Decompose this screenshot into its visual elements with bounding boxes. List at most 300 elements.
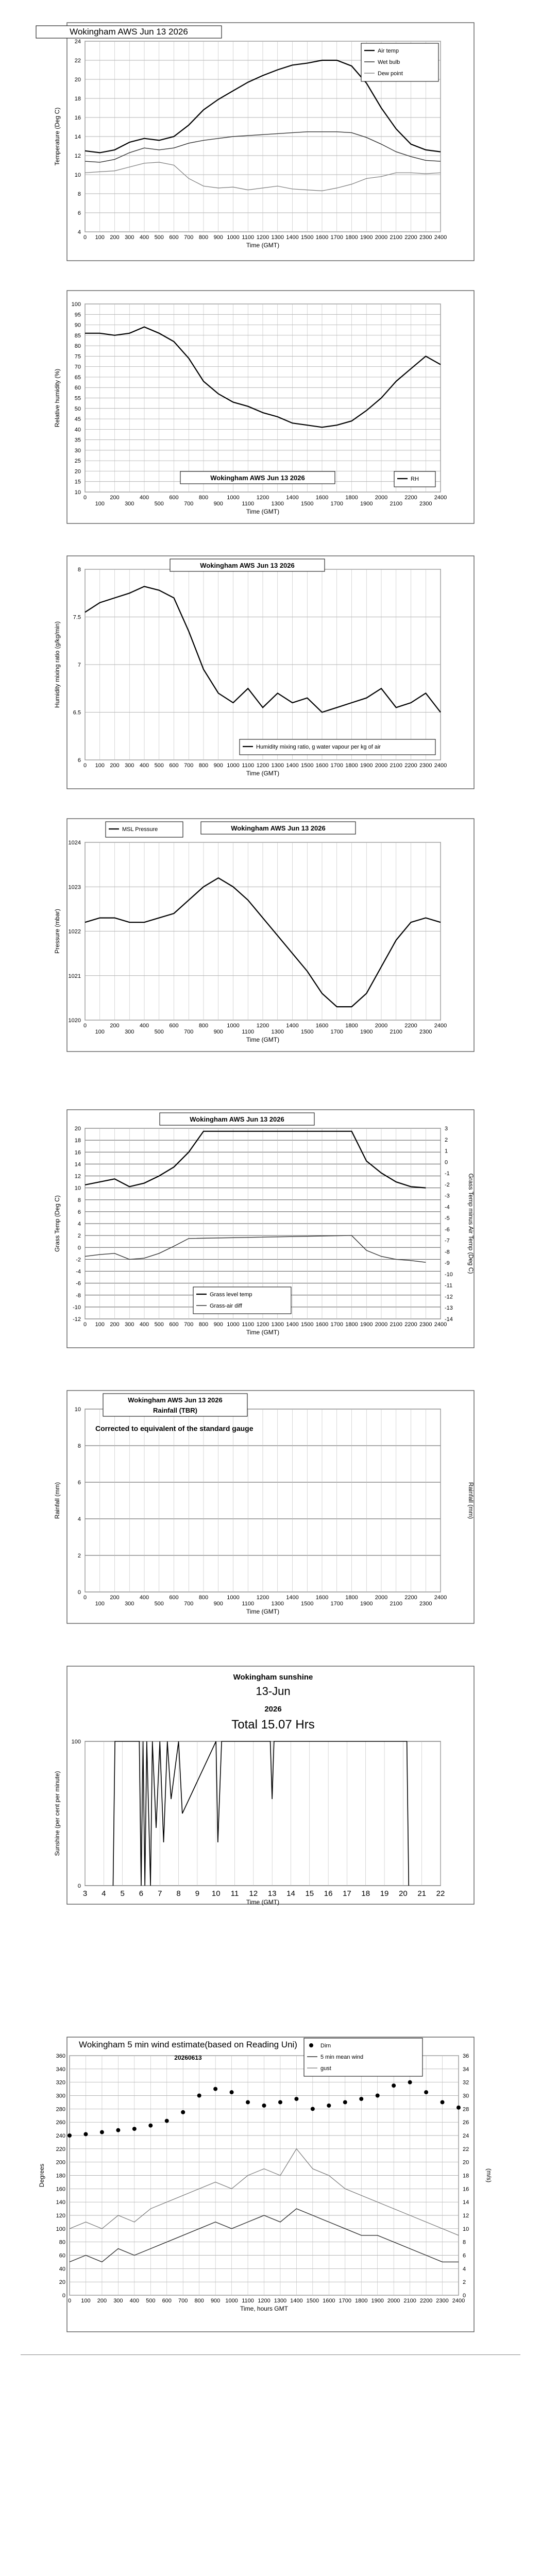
y-tick-label: 180 <box>56 2173 65 2179</box>
x-tick-label: 1900 <box>360 1601 373 1607</box>
dirn-point <box>376 2094 380 2098</box>
y-axis-label: Pressure (mbar) <box>54 909 61 954</box>
chart-subtitle: 20260613 <box>174 2054 202 2061</box>
x-tick-label: 1600 <box>315 762 329 769</box>
y2-tick-label: -5 <box>445 1215 450 1222</box>
legend-label: Grass-air diff <box>210 1303 242 1309</box>
y2-tick-label: 26 <box>463 2120 469 2126</box>
x-tick-label: 600 <box>169 1321 179 1328</box>
chart-panel-4 <box>0 817 541 1054</box>
x-tick-label: 400 <box>139 1595 149 1601</box>
chart-subtitle: Rainfall (TBR) <box>153 1406 197 1414</box>
y-tick-label: 1024 <box>68 840 81 846</box>
y2-tick-label: 3 <box>445 1126 448 1132</box>
x-tick-label: 2200 <box>404 1595 417 1601</box>
y-tick-label: 30 <box>74 447 81 454</box>
page-divider <box>21 2354 520 2355</box>
x-tick-label: 300 <box>125 1029 134 1035</box>
x-tick-label: 11 <box>230 1889 239 1898</box>
x-tick-label: 500 <box>154 762 164 769</box>
x-tick-label: 700 <box>184 501 194 507</box>
x-tick-label: 2000 <box>387 2298 400 2304</box>
x-tick-label: 1100 <box>242 1321 255 1328</box>
plot-area <box>85 1741 441 1886</box>
x-tick-label: 900 <box>210 2298 221 2304</box>
x-tick-label: 600 <box>169 1023 179 1029</box>
x-tick-label: 2300 <box>436 2298 449 2304</box>
x-tick-label: 1800 <box>345 1321 358 1328</box>
y-tick-label: 300 <box>56 2093 65 2099</box>
y-tick-label: -10 <box>73 1304 81 1311</box>
x-tick-label: 2200 <box>404 762 417 769</box>
x-tick-label: 800 <box>198 234 209 241</box>
x-tick-label: 400 <box>139 762 149 769</box>
y2-tick-label: 14 <box>463 2199 469 2206</box>
dirn-point <box>230 2090 234 2094</box>
x-tick-label: 1300 <box>271 234 284 241</box>
x-tick-label: 1900 <box>360 1029 373 1035</box>
x-tick-label: 100 <box>81 2298 91 2304</box>
y-tick-label: -8 <box>76 1292 81 1299</box>
legend-label: Grass level temp <box>210 1292 252 1298</box>
y-axis-label: Rainfall (mm) <box>54 1482 61 1519</box>
x-tick-label: 2300 <box>419 234 432 241</box>
x-tick-label: 400 <box>129 2298 140 2304</box>
x-tick-label: 2100 <box>390 762 402 769</box>
y2-tick-label: 1 <box>445 1148 448 1155</box>
y-tick-label: -2 <box>76 1257 81 1263</box>
y-tick-label: 260 <box>56 2120 65 2126</box>
y2-tick-label: 8 <box>463 2239 466 2246</box>
y-tick-label: 1023 <box>68 884 81 891</box>
y-tick-label: 22 <box>74 58 81 64</box>
x-tick-label: 1300 <box>271 762 284 769</box>
y2-axis-label: (m/s) <box>485 2168 493 2183</box>
y-tick-label: 45 <box>74 416 81 423</box>
x-tick-label: 400 <box>139 495 149 501</box>
x-tick-label: 1000 <box>227 762 240 769</box>
x-tick-label: 200 <box>110 1321 120 1328</box>
y-tick-label: 4 <box>77 1516 81 1522</box>
x-tick-label: 8 <box>176 1889 181 1898</box>
x-tick-label: 900 <box>213 501 223 507</box>
x-tick-label: 7 <box>158 1889 162 1898</box>
x-tick-label: 900 <box>213 234 223 241</box>
x-tick-label: 0 <box>83 1595 87 1601</box>
x-axis-label: Time (GMT) <box>246 1036 280 1043</box>
x-tick-label: 800 <box>198 1023 209 1029</box>
x-tick-label: 1100 <box>242 2298 254 2304</box>
x-axis-label: Time (GMT) <box>246 1608 280 1615</box>
x-tick-label: 1200 <box>256 762 269 769</box>
x-tick-label: 2100 <box>390 1601 402 1607</box>
y-tick-label: 8 <box>77 191 81 197</box>
legend-marker <box>309 2043 313 2047</box>
y-tick-label: 14 <box>74 134 81 140</box>
x-tick-label: 900 <box>213 1601 223 1607</box>
y2-tick-label: 18 <box>463 2173 469 2179</box>
x-tick-label: 1300 <box>271 501 284 507</box>
x-tick-label: 2100 <box>390 234 402 241</box>
x-tick-label: 600 <box>169 495 179 501</box>
y-tick-label: 20 <box>59 2279 65 2286</box>
y-tick-label: 50 <box>74 405 81 412</box>
x-tick-label: 800 <box>198 762 209 769</box>
x-tick-label: 1500 <box>301 1321 314 1328</box>
y-tick-label: 1021 <box>68 973 81 979</box>
x-tick-label: 200 <box>110 762 120 769</box>
y-tick-label: 0 <box>77 1589 81 1596</box>
x-tick-label: 1300 <box>271 1321 284 1328</box>
y-tick-label: 75 <box>74 353 81 360</box>
y2-tick-label: 22 <box>463 2146 469 2153</box>
x-tick-label: 300 <box>125 501 134 507</box>
x-tick-label: 2300 <box>419 1029 432 1035</box>
x-tick-label: 2000 <box>375 1023 388 1029</box>
y2-tick-label: -2 <box>445 1181 450 1188</box>
x-tick-label: 4 <box>102 1889 106 1898</box>
y2-tick-label: -1 <box>445 1171 450 1177</box>
x-tick-label: 1600 <box>315 1023 329 1029</box>
dirn-point <box>327 2104 331 2108</box>
chart-title: Wokingham AWS Jun 13 2026 <box>210 474 305 482</box>
y-tick-label: 140 <box>56 2199 65 2206</box>
chart-panel-6 <box>0 1388 541 1625</box>
y-tick-label: 55 <box>74 395 81 402</box>
x-tick-label: 3 <box>82 1889 88 1898</box>
y-tick-label: 6.5 <box>73 709 81 716</box>
x-tick-label: 1200 <box>258 2298 270 2304</box>
x-tick-label: 0 <box>83 234 87 241</box>
x-tick-label: 100 <box>95 501 105 507</box>
x-tick-label: 2200 <box>404 234 417 241</box>
x-tick-label: 100 <box>95 1601 105 1607</box>
x-tick-label: 400 <box>139 1321 149 1328</box>
x-axis-label: Time (GMT) <box>246 242 280 249</box>
dirn-point <box>165 2119 169 2123</box>
y2-tick-label: 2 <box>445 1137 448 1143</box>
x-tick-label: 1500 <box>301 762 314 769</box>
y-tick-label: 35 <box>74 437 81 444</box>
x-tick-label: 1900 <box>371 2298 384 2304</box>
y-tick-label: 280 <box>56 2106 65 2113</box>
chart-title: Wokingham AWS Jun 13 2026 <box>231 824 326 832</box>
x-tick-label: 500 <box>154 1029 164 1035</box>
x-tick-label: 1200 <box>256 495 269 501</box>
y-tick-label: 320 <box>56 2079 65 2086</box>
x-tick-label: 0 <box>83 1023 87 1029</box>
x-tick-label: 2400 <box>434 234 447 241</box>
x-tick-label: 600 <box>169 762 179 769</box>
x-tick-label: 1900 <box>360 1321 373 1328</box>
x-tick-label: 500 <box>146 2298 156 2304</box>
y-axis-label: Grass Temp (Deg C) <box>54 1195 61 1252</box>
y-tick-label: 16 <box>74 1149 81 1156</box>
legend-label: RH <box>411 476 419 482</box>
legend-label: 5 min mean wind <box>320 2054 364 2060</box>
chart-annotation: Corrected to equivalent of the standard gauge <box>95 1424 253 1433</box>
x-axis-label: Time (GMT) <box>246 770 280 777</box>
legend-label: Air temp <box>378 48 399 54</box>
y-tick-label: 6 <box>77 210 81 216</box>
y2-tick-label: 4 <box>463 2266 466 2273</box>
x-tick-label: 200 <box>110 1023 120 1029</box>
x-tick-label: 400 <box>139 234 149 241</box>
dirn-point <box>392 2083 396 2088</box>
y-tick-label: 220 <box>56 2146 65 2153</box>
dirn-point <box>116 2128 120 2132</box>
legend-box <box>193 1287 291 1314</box>
x-tick-label: 0 <box>83 495 87 501</box>
x-tick-label: 600 <box>169 1595 179 1601</box>
y-tick-label: 0 <box>77 1245 81 1251</box>
x-tick-label: 1700 <box>330 234 343 241</box>
x-tick-label: 1300 <box>271 1029 284 1035</box>
x-tick-label: 1200 <box>256 1321 269 1328</box>
chart-svg-4 <box>0 817 541 1054</box>
dirn-point <box>132 2127 137 2131</box>
x-tick-label: 1700 <box>330 762 343 769</box>
x-tick-label: 2400 <box>434 1595 447 1601</box>
x-tick-label: 600 <box>169 234 179 241</box>
y2-tick-label: 32 <box>463 2079 469 2086</box>
y2-tick-label: 10 <box>463 2226 469 2232</box>
y-tick-label: 85 <box>74 332 81 339</box>
dirn-point <box>67 2133 72 2138</box>
dirn-point <box>457 2106 461 2110</box>
y2-tick-label: -8 <box>445 1249 450 1256</box>
x-axis-label: Time (GMT) <box>246 1899 280 1906</box>
y-tick-label: 18 <box>74 1138 81 1144</box>
y-tick-label: -6 <box>76 1280 81 1287</box>
y2-tick-label: 6 <box>463 2252 466 2259</box>
x-tick-label: 2300 <box>419 501 432 507</box>
chart-title: Wokingham sunshine <box>233 1673 313 1682</box>
x-tick-label: 2300 <box>419 762 432 769</box>
y-tick-label: 1022 <box>68 928 81 935</box>
x-tick-label: 20 <box>399 1889 408 1898</box>
x-tick-label: 1600 <box>315 234 329 241</box>
x-tick-label: 1500 <box>301 1601 314 1607</box>
y-tick-label: 10 <box>74 1406 81 1413</box>
x-tick-label: 2200 <box>419 2298 433 2304</box>
y-tick-label: 4 <box>77 229 81 235</box>
x-tick-label: 1000 <box>227 1595 240 1601</box>
dirn-point <box>278 2100 282 2104</box>
chart-title: Wokingham AWS Jun 13 2026 <box>128 1396 223 1404</box>
x-tick-label: 200 <box>97 2298 107 2304</box>
x-tick-label: 2000 <box>375 495 388 501</box>
y2-tick-label: -13 <box>445 1305 453 1312</box>
x-tick-label: 2000 <box>375 1321 388 1328</box>
y-tick-label: 4 <box>77 1221 81 1227</box>
x-tick-label: 1100 <box>242 501 255 507</box>
x-tick-label: 2100 <box>390 501 402 507</box>
y-tick-label: 40 <box>74 427 81 433</box>
y2-tick-label: 12 <box>463 2213 469 2219</box>
y-axis-label: Temperature (Deg C) <box>54 107 61 166</box>
x-tick-label: 1500 <box>306 2298 319 2304</box>
x-tick-label: 1400 <box>286 495 299 501</box>
y2-tick-label: 24 <box>463 2133 469 2139</box>
x-tick-label: 500 <box>154 1601 164 1607</box>
y-axis-label: Sunshine (per cent per minute) <box>54 1771 61 1856</box>
x-tick-label: 22 <box>436 1889 445 1898</box>
chart-title: Wokingham AWS Jun 13 2026 <box>190 1115 284 1123</box>
chart-panel-7 <box>0 1664 541 1906</box>
y-axis-label: Humidity mixing ratio (g/kg/min) <box>54 621 61 708</box>
x-axis-label: Time, hours GMT <box>240 2305 288 2312</box>
x-tick-label: 100 <box>95 1321 105 1328</box>
y2-tick-label: 2 <box>463 2279 466 2286</box>
x-tick-label: 700 <box>184 762 194 769</box>
x-tick-label: 2100 <box>390 1321 402 1328</box>
x-tick-label: 1400 <box>286 1023 299 1029</box>
x-tick-label: 10 <box>211 1889 221 1898</box>
x-tick-label: 1300 <box>271 1601 284 1607</box>
y-axis-label: Relative humidity (%) <box>54 368 61 428</box>
x-tick-label: 700 <box>178 2298 188 2304</box>
x-tick-label: 900 <box>213 762 223 769</box>
y2-tick-label: -7 <box>445 1238 450 1244</box>
x-tick-label: 1800 <box>345 1595 358 1601</box>
y-tick-label: 120 <box>56 2213 65 2219</box>
x-tick-label: 700 <box>184 1321 194 1328</box>
y-tick-label: 2 <box>77 1233 81 1240</box>
x-tick-label: 1900 <box>360 234 373 241</box>
y-tick-label: 340 <box>56 2066 65 2073</box>
x-tick-label: 1400 <box>286 1595 299 1601</box>
x-tick-label: 900 <box>213 1321 223 1328</box>
dirn-point <box>246 2100 250 2104</box>
dirn-point <box>262 2104 266 2108</box>
chart-svg-5 <box>0 1108 541 1350</box>
y-tick-label: 6 <box>77 757 81 764</box>
y-tick-label: -12 <box>73 1316 81 1323</box>
y-tick-label: 8 <box>77 1197 81 1204</box>
x-tick-label: 0 <box>83 1321 87 1328</box>
x-tick-label: 200 <box>110 1595 120 1601</box>
x-tick-label: 1800 <box>355 2298 368 2304</box>
x-tick-label: 12 <box>249 1889 258 1898</box>
y-tick-label: 7.5 <box>73 614 81 621</box>
chart-svg-1 <box>0 21 541 263</box>
chart-svg-2 <box>0 289 541 526</box>
y2-tick-label: 0 <box>445 1159 448 1166</box>
date-label: 13-Jun <box>256 1685 291 1698</box>
x-tick-label: 1800 <box>345 495 358 501</box>
x-tick-label: 200 <box>110 234 120 241</box>
y-tick-label: -4 <box>76 1268 81 1275</box>
y-tick-label: 14 <box>74 1161 81 1168</box>
chart-title: Wokingham AWS Jun 13 2026 <box>70 27 188 37</box>
x-tick-label: 2000 <box>375 762 388 769</box>
y2-tick-label: 36 <box>463 2053 469 2059</box>
x-tick-label: 100 <box>95 762 105 769</box>
y2-tick-label: -4 <box>445 1204 450 1211</box>
y-tick-label: 1020 <box>68 1018 81 1024</box>
x-tick-label: 1400 <box>290 2298 303 2304</box>
y2-axis-label: Grass Temp minus Air Temp (Deg C) <box>467 1173 475 1274</box>
x-tick-label: 16 <box>324 1889 333 1898</box>
x-tick-label: 1200 <box>256 1023 269 1029</box>
x-tick-label: 1600 <box>323 2298 335 2304</box>
y2-tick-label: 0 <box>463 2293 466 2299</box>
x-tick-label: 2400 <box>434 495 447 501</box>
x-tick-label: 100 <box>95 1029 105 1035</box>
dirn-point <box>148 2124 153 2128</box>
x-tick-label: 700 <box>184 1601 194 1607</box>
y-tick-label: 2 <box>77 1553 81 1559</box>
y-tick-label: 10 <box>74 1185 81 1192</box>
x-tick-label: 2300 <box>419 1321 432 1328</box>
y-tick-label: 20 <box>74 77 81 83</box>
y-tick-label: 0 <box>62 2293 65 2299</box>
x-tick-label: 1500 <box>301 1029 314 1035</box>
x-tick-label: 14 <box>286 1889 295 1898</box>
y-tick-label: 240 <box>56 2133 65 2139</box>
x-tick-label: 1700 <box>330 1321 343 1328</box>
x-tick-label: 1100 <box>242 1029 255 1035</box>
x-tick-label: 2200 <box>404 1023 417 1029</box>
y2-tick-label: -14 <box>445 1316 453 1323</box>
x-tick-label: 5 <box>120 1889 125 1898</box>
y-tick-label: 15 <box>74 479 81 485</box>
x-tick-label: 17 <box>343 1889 351 1898</box>
chart-panel-5 <box>0 1108 541 1350</box>
x-tick-label: 800 <box>194 2298 204 2304</box>
x-tick-label: 400 <box>139 1023 149 1029</box>
x-tick-label: 1800 <box>345 1023 358 1029</box>
chart-panel-8 <box>0 2035 541 2334</box>
x-tick-label: 2400 <box>434 1023 447 1029</box>
y-tick-label: 90 <box>74 322 81 329</box>
y2-tick-label: -9 <box>445 1260 450 1267</box>
dirn-point <box>213 2087 217 2091</box>
x-tick-label: 700 <box>184 1029 194 1035</box>
chart-title: Wokingham AWS Jun 13 2026 <box>200 562 295 569</box>
chart-svg-3 <box>0 554 541 791</box>
x-tick-label: 1700 <box>330 501 343 507</box>
legend-label: Dirn <box>320 2043 331 2049</box>
x-tick-label: 1200 <box>256 1595 269 1601</box>
y-tick-label: 100 <box>71 1739 81 1745</box>
x-tick-label: 1700 <box>330 1029 343 1035</box>
y2-tick-label: 30 <box>463 2093 469 2099</box>
y-tick-label: 360 <box>56 2053 65 2059</box>
y-tick-label: 16 <box>74 115 81 121</box>
y-tick-label: 20 <box>74 468 81 475</box>
chart-panel-1 <box>0 21 541 263</box>
y-tick-label: 20 <box>74 1126 81 1132</box>
x-tick-label: 1000 <box>227 1321 240 1328</box>
y-tick-label: 10 <box>74 172 81 178</box>
x-tick-label: 1000 <box>227 1023 240 1029</box>
x-tick-label: 1600 <box>315 1595 329 1601</box>
x-tick-label: 19 <box>380 1889 389 1898</box>
x-tick-label: 500 <box>154 1321 164 1328</box>
x-tick-label: 300 <box>125 1321 134 1328</box>
x-tick-label: 1600 <box>315 1321 329 1328</box>
x-tick-label: 0 <box>67 2298 72 2304</box>
y-tick-label: 12 <box>74 1173 81 1180</box>
x-tick-label: 1400 <box>286 762 299 769</box>
y-tick-label: 8 <box>77 567 81 573</box>
y2-tick-label: -12 <box>445 1294 453 1300</box>
dirn-point <box>441 2100 445 2104</box>
y2-tick-label: 20 <box>463 2159 469 2166</box>
dirn-point <box>294 2097 298 2101</box>
